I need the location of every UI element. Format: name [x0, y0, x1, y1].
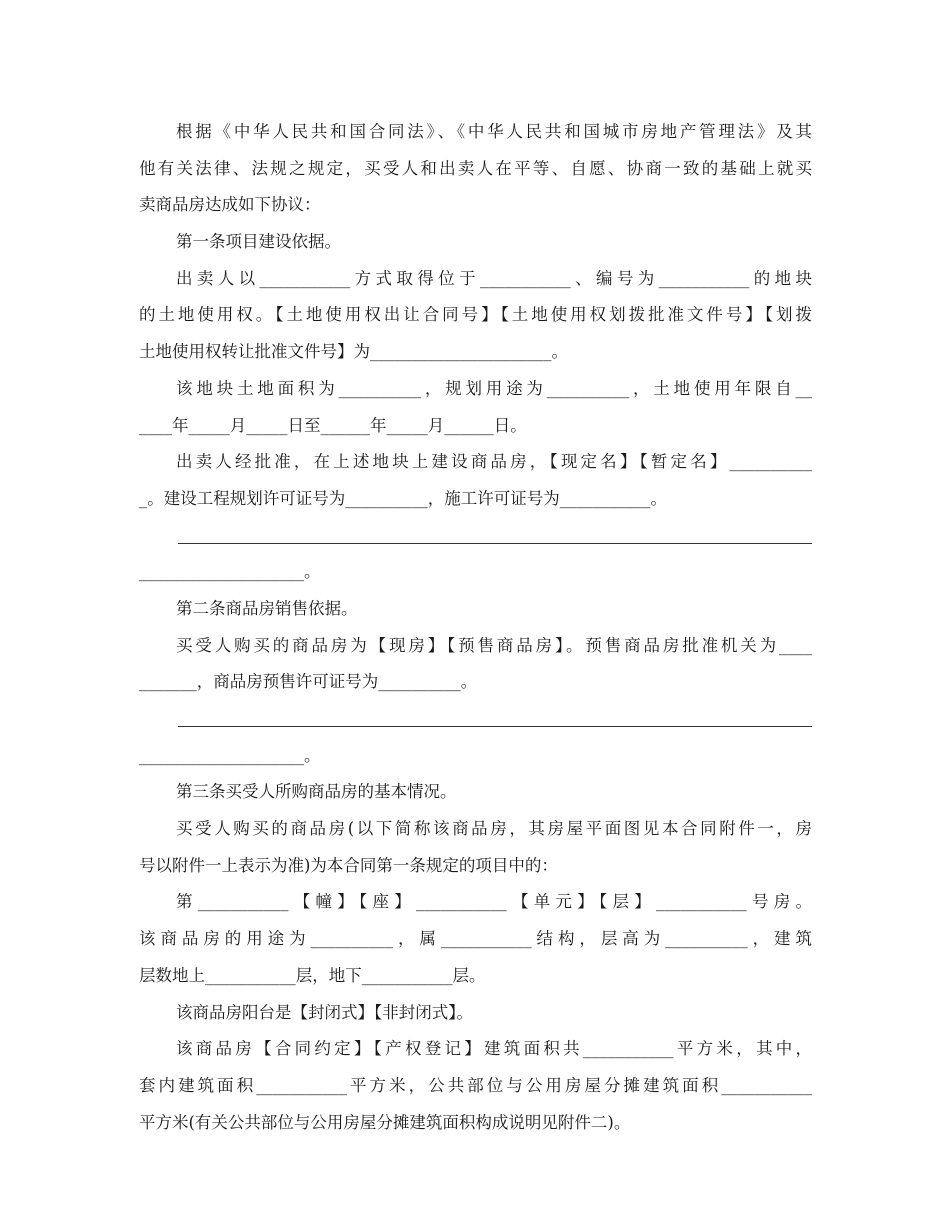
paragraph-line: 的土地使用权。【土地使用权出让合同号】【土地使用权划拨批准文件号】【划拨 — [139, 305, 812, 325]
paragraph-line: ____________________。 — [139, 562, 321, 582]
paragraph-line: 买受人购买的商品房(以下简称该商品房，其房屋平面图见本合同附件一，房 — [176, 819, 812, 839]
paragraph-line: 该商品房【合同约定】【产权登记】建筑面积共___________平方米，其中， — [176, 1039, 812, 1059]
paragraph-line: _______，商品房预售许可证号为__________。 — [139, 672, 478, 692]
paragraph-line: 平方米(有关公共部位与公用房屋分摊建筑面积构成说明见附件二)。 — [139, 1112, 631, 1132]
section-heading: 第三条买受人所购商品房的基本情况。 — [176, 782, 457, 802]
paragraph-line: 卖商品房达成如下协议： — [139, 195, 321, 215]
blank-fill-line — [139, 701, 812, 738]
fill-rule — [178, 726, 812, 727]
paragraph-line: 买受人购买的商品房为【现房】【预售商品房】。预售商品房批准机关为____ — [176, 635, 812, 655]
contract-page — [139, 114, 812, 1141]
blank-fill-line — [139, 518, 812, 555]
paragraph-line: ____年_____月_____日至______年_____月______日。 — [139, 415, 527, 435]
paragraph-line: 土地使用权转让批准文件号】为______________________。 — [139, 342, 568, 362]
paragraph-line: 该地块土地面积为__________，规划用途为__________，土地使用年限自__ — [176, 378, 812, 398]
paragraph-line: 出卖人经批准，在上述地块上建设商品房，【现定名】【暂定名】__________ — [176, 452, 812, 472]
paragraph-line: ____________________。 — [139, 745, 321, 765]
section-heading: 第一条项目建设依据。 — [176, 232, 341, 252]
paragraph-line: 该商品房的用途为__________，属___________结构，层高为__________，建筑 — [139, 929, 812, 949]
paragraph-line: 出卖人以___________方式取得位于___________、编号为___________的地块 — [176, 268, 812, 288]
fill-rule — [178, 543, 812, 544]
paragraph-line: 层数地上___________层，地下___________层。 — [139, 965, 486, 985]
section-heading: 第二条商品房销售依据。 — [176, 598, 358, 618]
paragraph-line: 套内建筑面积___________平方米，公共部位与公用房屋分摊建筑面积___________ — [139, 1075, 812, 1095]
paragraph-line: _。建设工程规划许可证号为__________，施工许可证号为___________。 — [139, 488, 667, 508]
paragraph-line: 号以附件一上表示为准)为本合同第一条规定的项目中的： — [139, 855, 558, 875]
paragraph-line: 第___________【幢】【座】___________【单元】【层】___________号房。 — [176, 892, 812, 912]
paragraph-line: 根据《中华人民共和国合同法》、《中华人民共和国城市房地产管理法》及其 — [176, 122, 812, 141]
paragraph-line: 他有关法律、法规之规定，买受人和出卖人在平等、自愿、协商一致的基础上就买 — [139, 158, 812, 178]
paragraph-line: 该商品房阳台是【封闭式】【非封闭式】。 — [176, 1002, 473, 1022]
